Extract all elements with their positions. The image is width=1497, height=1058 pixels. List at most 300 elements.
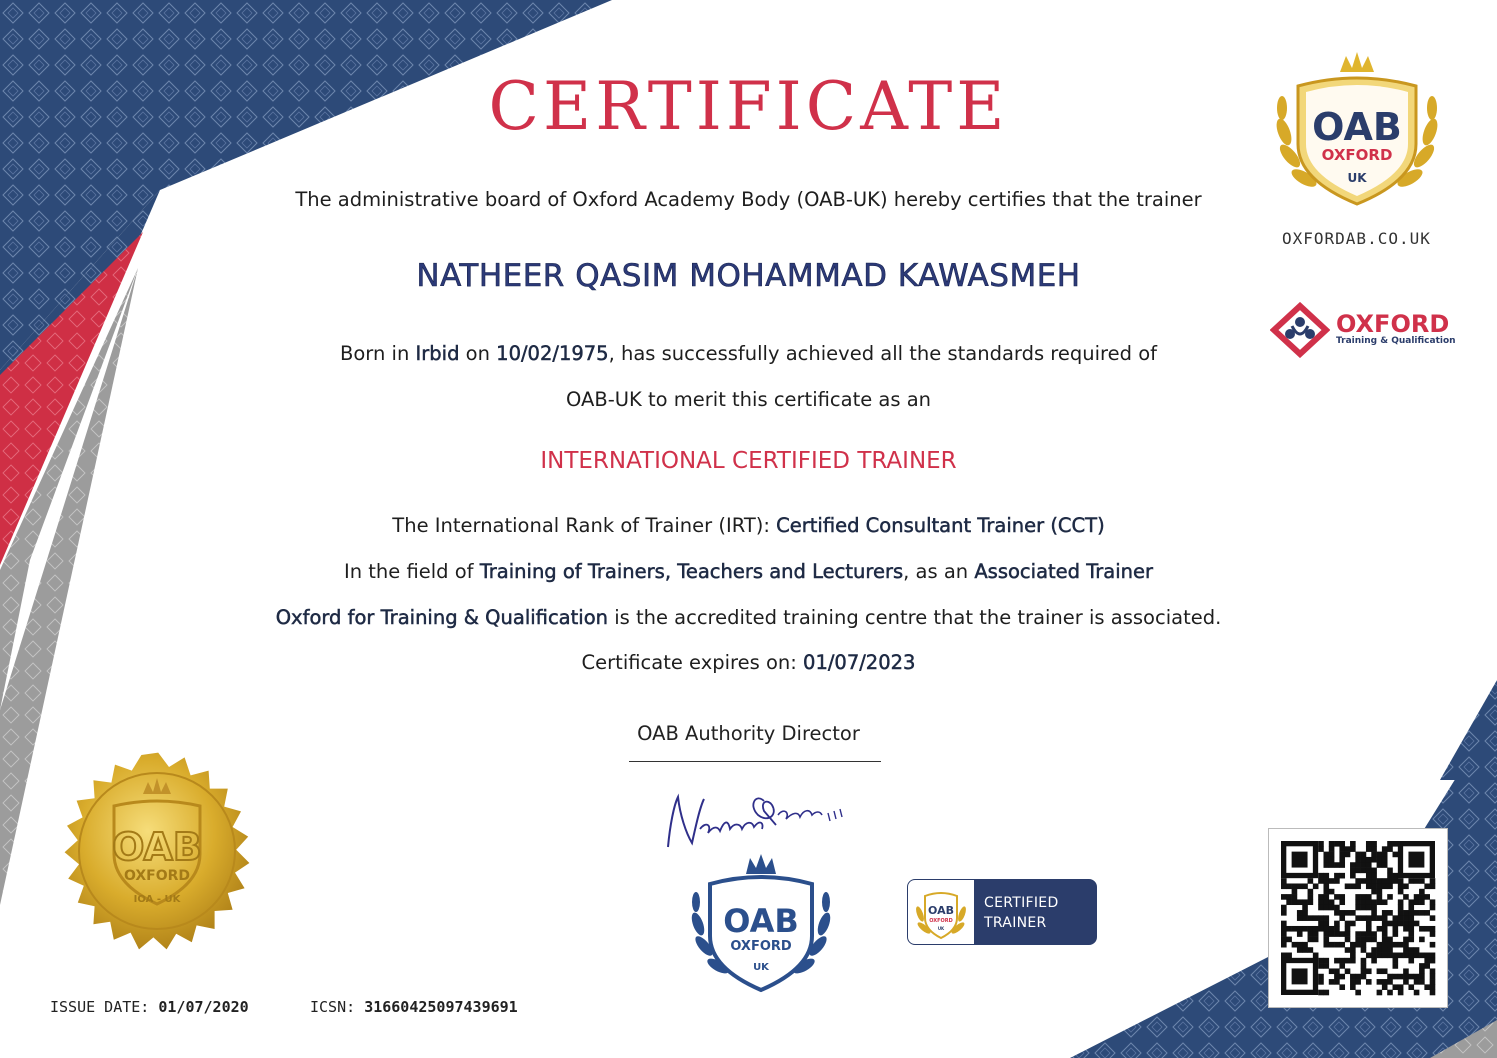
qr-module: [1403, 942, 1409, 948]
qr-module: [1408, 921, 1414, 927]
qr-module: [1371, 889, 1377, 895]
qr-module: [1350, 910, 1356, 916]
qr-module: [1387, 990, 1393, 996]
qr-module: [1339, 873, 1345, 879]
qr-module: [1371, 878, 1377, 884]
qr-module: [1345, 883, 1351, 889]
qr-module: [1302, 883, 1308, 889]
qr-module: [1371, 868, 1377, 874]
qr-module: [1323, 915, 1329, 921]
qr-module: [1297, 899, 1303, 905]
qr-module: [1377, 889, 1383, 895]
qr-module: [1366, 926, 1372, 932]
qr-module: [1334, 921, 1340, 927]
qr-module: [1350, 942, 1356, 948]
qr-module: [1398, 990, 1404, 996]
qr-module: [1361, 958, 1367, 964]
qr-module: [1339, 841, 1345, 847]
qr-module: [1281, 926, 1287, 932]
qr-module: [1382, 862, 1388, 868]
qr-module: [1430, 915, 1436, 921]
qr-module: [1382, 926, 1388, 932]
qr-module: [1419, 899, 1425, 905]
qr-module: [1382, 931, 1388, 937]
qr-module: [1430, 942, 1436, 948]
qr-module: [1308, 878, 1314, 884]
centre-suffix: is the accredited training centre that the trainer is associated.: [614, 606, 1222, 629]
qr-module: [1424, 953, 1430, 959]
qr-module: [1361, 931, 1367, 937]
qr-module: [1302, 942, 1308, 948]
qr-module: [1371, 915, 1377, 921]
seal-oxford: OXFORD: [123, 868, 191, 884]
qr-module: [1323, 937, 1329, 943]
qr-module: [1350, 979, 1356, 985]
qr-module: [1323, 873, 1329, 879]
qr-module: [1414, 990, 1420, 996]
qr-module: [1350, 974, 1356, 980]
qr-module: [1430, 926, 1436, 932]
qr-module: [1318, 894, 1324, 900]
qr-module: [1419, 968, 1425, 974]
qr-module: [1355, 883, 1361, 889]
qr-module: [1393, 921, 1399, 927]
centre-name: Oxford for Training & Qualification: [275, 606, 608, 629]
qr-module: [1286, 937, 1292, 943]
qr-module: [1355, 868, 1361, 874]
qr-module: [1414, 910, 1420, 916]
qr-module: [1419, 974, 1425, 980]
qr-module: [1424, 963, 1430, 969]
qr-module: [1430, 974, 1436, 980]
qr-module: [1403, 937, 1409, 943]
qr-module: [1339, 942, 1345, 948]
qr-module: [1430, 968, 1436, 974]
qr-module: [1371, 931, 1377, 937]
qr-module: [1361, 915, 1367, 921]
qr-module: [1387, 846, 1393, 852]
qr-module: [1313, 883, 1319, 889]
qr-module: [1281, 883, 1287, 889]
qr-module: [1414, 947, 1420, 953]
oxford-training-name: OXFORD: [1336, 310, 1450, 338]
qr-module: [1361, 857, 1367, 863]
qr-module: [1361, 974, 1367, 980]
oab-oxford-crest-top: [1266, 52, 1448, 214]
qr-module: [1366, 878, 1372, 884]
qr-module: [1318, 846, 1324, 852]
qr-module: [1355, 915, 1361, 921]
trainer-label: TRAINER: [984, 915, 1047, 931]
qr-module: [1366, 841, 1372, 847]
icsn-value: 31660425097439691: [364, 998, 518, 1016]
qr-module: [1387, 894, 1393, 900]
qr-module: [1414, 921, 1420, 927]
qr-module: [1366, 862, 1372, 868]
qr-module: [1387, 974, 1393, 980]
qr-module: [1361, 894, 1367, 900]
qr-module: [1323, 857, 1329, 863]
qr-module: [1323, 889, 1329, 895]
qr-module: [1329, 968, 1335, 974]
qr-module: [1313, 937, 1319, 943]
qr-module: [1377, 899, 1383, 905]
director-label: OAB Authority Director: [637, 722, 860, 745]
certified-trainer-text: [984, 893, 1059, 933]
oab-top-text: OAB: [1312, 105, 1402, 149]
qr-module: [1345, 947, 1351, 953]
qr-module: [1318, 921, 1324, 927]
qr-module: [1387, 868, 1393, 874]
badge-mini-oab: OAB: [928, 904, 954, 917]
qr-module: [1318, 899, 1324, 905]
qr-module: [1323, 963, 1329, 969]
qr-module: [1361, 878, 1367, 884]
qr-module: [1371, 846, 1377, 852]
birth-date: 10/02/1975: [496, 342, 609, 365]
qr-module: [1292, 889, 1298, 895]
qr-module: [1329, 905, 1335, 911]
qr-module: [1393, 878, 1399, 884]
qr-module: [1286, 894, 1292, 900]
qr-module: [1350, 841, 1356, 847]
qr-module: [1377, 968, 1383, 974]
qr-module: [1366, 931, 1372, 937]
qr-module: [1430, 990, 1436, 996]
certificate-title: CERTIFICATE: [488, 68, 1009, 145]
qr-module: [1361, 868, 1367, 874]
qr-module: [1398, 883, 1404, 889]
qr-module: [1302, 947, 1308, 953]
qr-module: [1371, 937, 1377, 943]
seal-oab: OAB: [112, 825, 202, 869]
qr-module: [1329, 942, 1335, 948]
qr-module: [1366, 905, 1372, 911]
qr-module: [1355, 862, 1361, 868]
qr-module: [1398, 878, 1404, 884]
qr-module: [1366, 979, 1372, 985]
qr-module: [1318, 974, 1324, 980]
qr-module: [1371, 841, 1377, 847]
qr-finder: [1292, 852, 1308, 868]
qr-module: [1361, 968, 1367, 974]
qr-module: [1387, 953, 1393, 959]
qr-module: [1339, 862, 1345, 868]
qr-module: [1377, 979, 1383, 985]
qr-module: [1323, 921, 1329, 927]
irt-prefix: The International Rank of Trainer (IRT):: [392, 514, 770, 537]
qr-module: [1382, 857, 1388, 863]
qr-module: [1339, 852, 1345, 858]
qr-module: [1382, 883, 1388, 889]
birth-place: Irbid: [415, 342, 460, 365]
qr-module: [1297, 910, 1303, 916]
qr-module: [1377, 915, 1383, 921]
qr-module: [1387, 942, 1393, 948]
qr-module: [1334, 979, 1340, 985]
qr-module: [1350, 947, 1356, 953]
qr-module: [1292, 883, 1298, 889]
badge-mini-uk: UK: [937, 926, 945, 931]
qr-module: [1361, 852, 1367, 858]
qr-module: [1393, 974, 1399, 980]
qr-module: [1361, 942, 1367, 948]
qr-module: [1382, 947, 1388, 953]
qr-code-pattern: [1269, 829, 1447, 1007]
qr-module: [1350, 883, 1356, 889]
qr-module: [1350, 953, 1356, 959]
qr-module: [1345, 926, 1351, 932]
qr-module: [1424, 958, 1430, 964]
qr-module: [1334, 905, 1340, 911]
qr-module: [1398, 910, 1404, 916]
qr-module: [1302, 926, 1308, 932]
gold-seal: [48, 742, 266, 960]
qr-module: [1334, 926, 1340, 932]
qr-module: [1366, 953, 1372, 959]
qr-module: [1281, 931, 1287, 937]
expiry-prefix: Certificate expires on:: [581, 651, 797, 674]
expiry-date: 01/07/2023: [803, 651, 916, 674]
qr-module: [1382, 979, 1388, 985]
qr-module: [1329, 878, 1335, 884]
qr-module: [1430, 931, 1436, 937]
qr-module: [1345, 958, 1351, 964]
qr-module: [1286, 883, 1292, 889]
issue-date-value: 01/07/2020: [158, 998, 249, 1016]
qr-module: [1382, 942, 1388, 948]
qr-module: [1366, 968, 1372, 974]
qr-module: [1281, 953, 1287, 959]
qr-module: [1408, 926, 1414, 932]
issue-date-group: [50, 998, 249, 1016]
qr-module: [1398, 974, 1404, 980]
qr-module: [1334, 841, 1340, 847]
qr-module: [1403, 883, 1409, 889]
oab-oxford-crest-bottom: [684, 852, 838, 998]
qr-code: [1268, 828, 1448, 1008]
qr-module: [1334, 878, 1340, 884]
qr-module: [1377, 857, 1383, 863]
qr-module: [1281, 942, 1287, 948]
issue-date-label: ISSUE DATE:: [50, 998, 150, 1016]
qr-module: [1361, 947, 1367, 953]
qr-module: [1382, 846, 1388, 852]
qr-module: [1318, 979, 1324, 985]
qr-module: [1323, 899, 1329, 905]
qr-module: [1313, 931, 1319, 937]
qr-module: [1366, 937, 1372, 943]
qr-module: [1334, 873, 1340, 879]
qr-module: [1323, 883, 1329, 889]
qr-module: [1419, 926, 1425, 932]
qr-module: [1430, 899, 1436, 905]
qr-module: [1313, 926, 1319, 932]
qr-module: [1382, 852, 1388, 858]
qr-module: [1430, 953, 1436, 959]
born-prefix: Born in: [339, 342, 410, 365]
qr-module: [1430, 883, 1436, 889]
qr-module: [1318, 915, 1324, 921]
qr-module: [1329, 846, 1335, 852]
qr-module: [1302, 905, 1308, 911]
qr-module: [1393, 915, 1399, 921]
qr-module: [1308, 931, 1314, 937]
qr-module: [1408, 947, 1414, 953]
qr-module: [1371, 947, 1377, 953]
field-mid: , as an: [903, 560, 969, 583]
qr-module: [1382, 968, 1388, 974]
qr-module: [1286, 926, 1292, 932]
qr-module: [1366, 873, 1372, 879]
qr-module: [1398, 921, 1404, 927]
qr-module: [1355, 979, 1361, 985]
born-suffix: , has successfully achieved all the standards required of: [608, 342, 1158, 365]
merit-line: OAB-UK to merit this certificate as an: [565, 388, 932, 411]
qr-module: [1323, 926, 1329, 932]
qr-module: [1297, 926, 1303, 932]
qr-module: [1355, 894, 1361, 900]
qr-module: [1302, 910, 1308, 916]
oab-bottom-text: OAB: [723, 902, 799, 940]
qr-module: [1382, 953, 1388, 959]
qr-module: [1393, 852, 1399, 858]
centre-line: [0, 606, 1497, 629]
qr-module: [1329, 931, 1335, 937]
qr-module: [1345, 968, 1351, 974]
qr-module: [1382, 878, 1388, 884]
qr-module: [1308, 947, 1314, 953]
qr-module: [1286, 899, 1292, 905]
qr-finder: [1292, 968, 1308, 984]
qr-module: [1366, 921, 1372, 927]
qr-module: [1377, 862, 1383, 868]
qr-module: [1414, 974, 1420, 980]
qr-module: [1292, 942, 1298, 948]
qr-module: [1308, 889, 1314, 895]
intro-text: The administrative board of Oxford Academy Body (OAB-UK) hereby certifies that the trainer: [295, 188, 1202, 211]
qr-module: [1408, 915, 1414, 921]
qr-module: [1339, 894, 1345, 900]
field-value: Training of Trainers, Teachers and Lecturers: [479, 560, 904, 583]
qr-module: [1345, 921, 1351, 927]
qr-module: [1366, 883, 1372, 889]
qr-module: [1387, 883, 1393, 889]
qr-module: [1329, 899, 1335, 905]
oxford-training-logo-icon: [1270, 302, 1330, 358]
qr-module: [1419, 953, 1425, 959]
qr-module: [1323, 958, 1329, 964]
qr-module: [1377, 942, 1383, 948]
qr-module: [1339, 963, 1345, 969]
qr-module: [1297, 883, 1303, 889]
qr-module: [1424, 910, 1430, 916]
qr-module: [1313, 915, 1319, 921]
qr-module: [1382, 899, 1388, 905]
qr-module: [1318, 878, 1324, 884]
qr-module: [1286, 953, 1292, 959]
qr-module: [1334, 958, 1340, 964]
qr-module: [1403, 953, 1409, 959]
qr-module: [1308, 899, 1314, 905]
qr-module: [1408, 937, 1414, 943]
qr-module: [1292, 894, 1298, 900]
qr-module: [1329, 862, 1335, 868]
qr-module: [1430, 958, 1436, 964]
qr-module: [1329, 857, 1335, 863]
qr-module: [1339, 910, 1345, 916]
qr-module: [1419, 889, 1425, 895]
certified-badge-logo: [908, 880, 974, 944]
qr-module: [1393, 942, 1399, 948]
qr-module: [1414, 894, 1420, 900]
qr-module: [1387, 937, 1393, 943]
qr-module: [1414, 953, 1420, 959]
qr-module: [1424, 894, 1430, 900]
certified-trainer-badge: [907, 879, 1097, 945]
qr-module: [1334, 894, 1340, 900]
qr-module: [1339, 974, 1345, 980]
qr-module: [1382, 984, 1388, 990]
certified-label: CERTIFIED: [984, 895, 1059, 911]
oab-bottom-oxford: OXFORD: [730, 939, 792, 954]
qr-module: [1419, 878, 1425, 884]
qr-module: [1323, 990, 1329, 996]
qr-module: [1345, 931, 1351, 937]
qr-module: [1403, 968, 1409, 974]
qr-module: [1350, 862, 1356, 868]
qr-module: [1366, 899, 1372, 905]
qr-module: [1281, 894, 1287, 900]
oab-top-uk: UK: [1347, 171, 1367, 185]
qr-module: [1323, 931, 1329, 937]
qr-module: [1398, 915, 1404, 921]
qr-module: [1339, 899, 1345, 905]
qr-module: [1323, 852, 1329, 858]
qr-module: [1377, 883, 1383, 889]
qr-module: [1371, 857, 1377, 863]
qr-module: [1408, 905, 1414, 911]
qr-module: [1318, 873, 1324, 879]
oab-top-oxford: OXFORD: [1321, 146, 1393, 164]
qr-module: [1430, 979, 1436, 985]
qr-module: [1318, 926, 1324, 932]
qr-module: [1371, 953, 1377, 959]
icsn-label: ICSN:: [310, 998, 356, 1016]
qr-module: [1350, 846, 1356, 852]
qr-module: [1297, 915, 1303, 921]
oab-bottom-uk: UK: [753, 962, 769, 973]
qr-module: [1403, 947, 1409, 953]
qr-module: [1382, 937, 1388, 943]
born-on: on: [465, 342, 490, 365]
qr-module: [1393, 958, 1399, 964]
qr-module: [1387, 947, 1393, 953]
qr-module: [1403, 894, 1409, 900]
qr-module: [1350, 958, 1356, 964]
qr-module: [1424, 984, 1430, 990]
qr-module: [1398, 899, 1404, 905]
qr-module: [1345, 846, 1351, 852]
qr-module: [1393, 873, 1399, 879]
qr-module: [1355, 937, 1361, 943]
qr-module: [1403, 915, 1409, 921]
qr-module: [1377, 926, 1383, 932]
qr-module: [1355, 905, 1361, 911]
qr-module: [1393, 841, 1399, 847]
qr-module: [1419, 963, 1425, 969]
qr-module: [1366, 915, 1372, 921]
